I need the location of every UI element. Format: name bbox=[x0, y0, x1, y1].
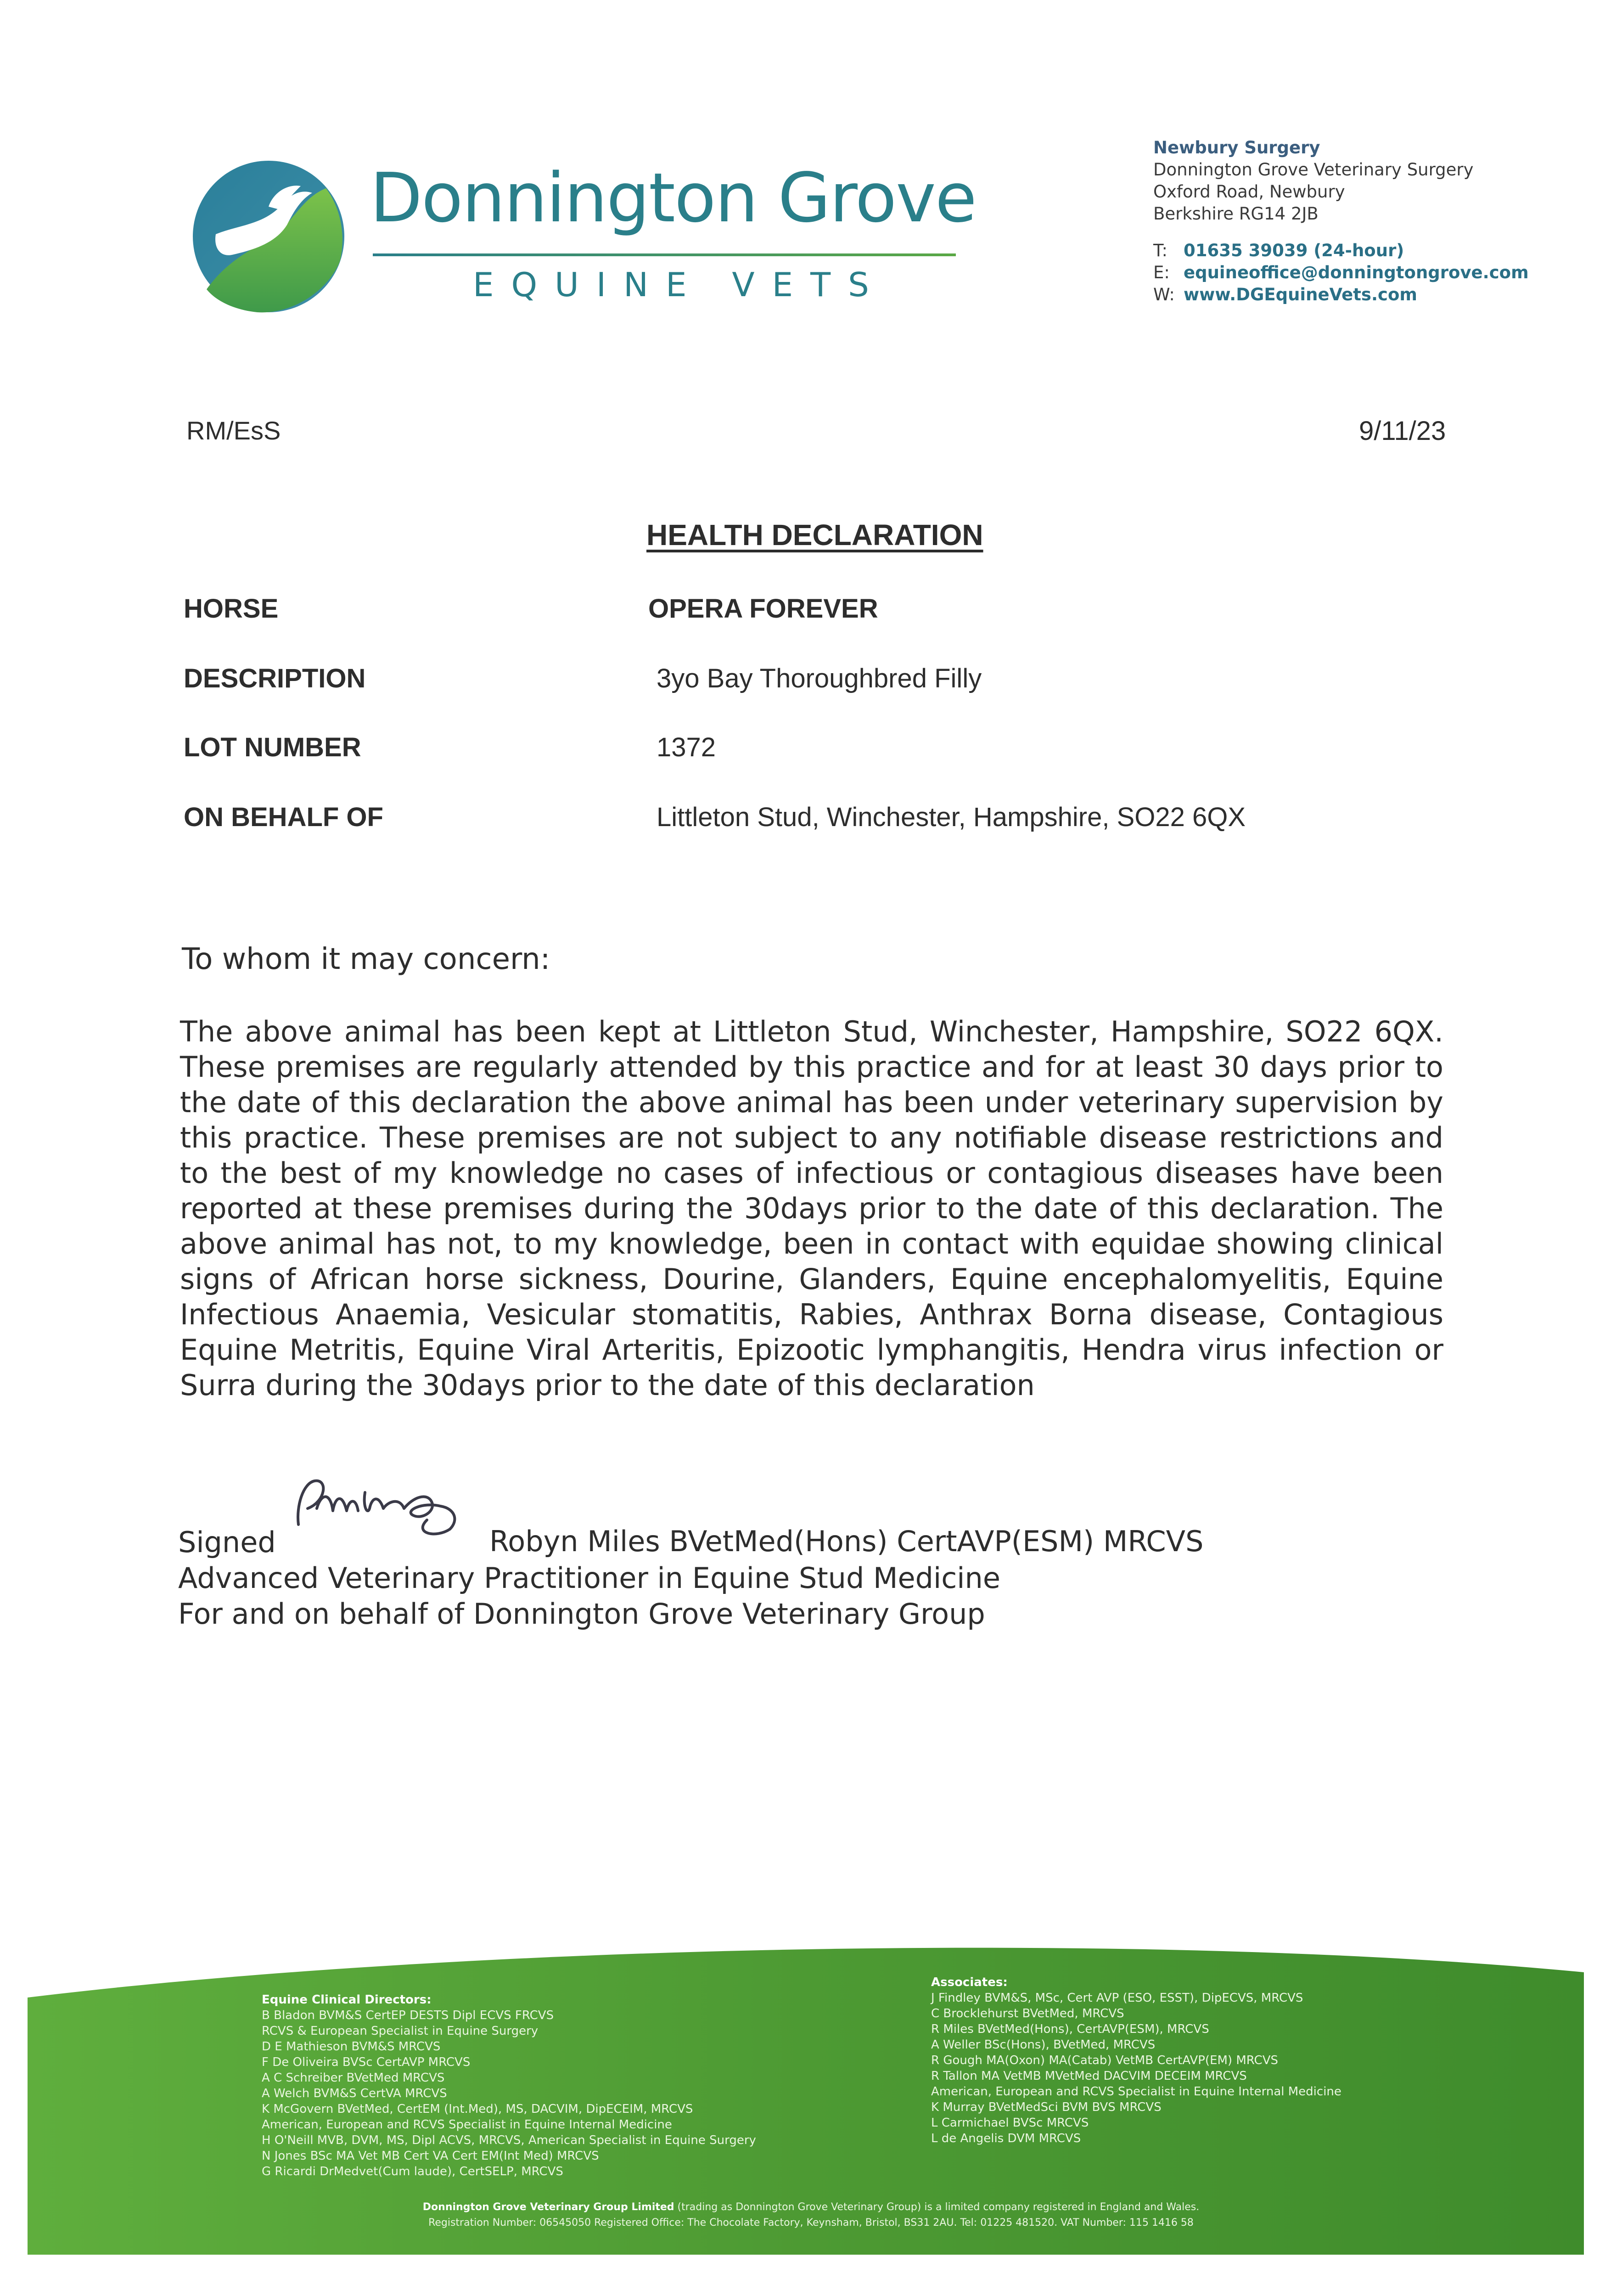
director-line: A Welch BVM&S CertVA MRCVS bbox=[262, 2087, 447, 2100]
signatory-behalf: For and on behalf of Donnington Grove Veterinary Group bbox=[178, 1597, 985, 1631]
company-line-1 bbox=[0, 2200, 1622, 2215]
director-line: A C Schreiber BVetMed MRCVS bbox=[262, 2071, 445, 2085]
reference-code: RM/EsS bbox=[186, 416, 281, 445]
associate-line: L de Angelis DVM MRCVS bbox=[931, 2132, 1081, 2145]
field-value-description: 3yo Bay Thoroughbred Filly bbox=[657, 664, 982, 693]
field-label-description: DESCRIPTION bbox=[184, 664, 366, 693]
signatory-name: Robyn Miles BVetMed(Hons) CertAVP(ESM) MRCVS bbox=[489, 1525, 1204, 1558]
web-line bbox=[1153, 284, 1529, 306]
director-line: D E Mathieson BVM&S MRCVS bbox=[262, 2040, 441, 2054]
director-line: K McGovern BVetMed, CertEM (Int.Med), MS, DACVIM, DipECEIM, MRCVS bbox=[262, 2102, 693, 2116]
footer-company-info bbox=[0, 2200, 1622, 2231]
field-value-horse: OPERA FOREVER bbox=[648, 594, 878, 624]
email-address[interactable]: equineoffice@donningtongrove.com bbox=[1184, 263, 1529, 282]
associate-line: R Tallon MA VetMB MVetMed DACVIM DECEIM MRCVS bbox=[931, 2069, 1247, 2083]
associate-line: J Findley BVM&S, MSc, Cert AVP (ESO, ESST), DipECVS, MRCVS bbox=[931, 1991, 1303, 2005]
associate-line: American, European and RCVS Specialist in Equine Internal Medicine bbox=[931, 2085, 1341, 2099]
document-title: HEALTH DECLARATION bbox=[646, 518, 983, 551]
logo-subtitle: EQUINE VETS bbox=[473, 265, 887, 304]
field-label-horse: HORSE bbox=[184, 594, 279, 624]
associates-heading: Associates: bbox=[931, 1975, 1008, 1989]
associate-line: R Gough MA(Oxon) MA(Catab) VetMB CertAVP(EM) MRCVS bbox=[931, 2054, 1278, 2067]
field-label-lot-number: LOT NUMBER bbox=[184, 732, 361, 762]
director-line: G Ricardi DrMedvet(Cum laude), CertSELP, MRCVS bbox=[262, 2165, 563, 2178]
footer-directors bbox=[262, 1992, 756, 2179]
director-line: N Jones BSc MA Vet MB Cert VA Cert EM(Int Med) MRCVS bbox=[262, 2149, 599, 2163]
associate-line: A Weller BSc(Hons), BVetMed, MRCVS bbox=[931, 2038, 1156, 2052]
footer-associates bbox=[931, 1975, 1341, 2146]
company-name: Donnington Grove Veterinary Group Limited bbox=[422, 2201, 674, 2213]
field-label-on-behalf-of: ON BEHALF OF bbox=[184, 802, 383, 832]
director-line: F De Oliveira BVSc CertAVP MRCVS bbox=[262, 2055, 471, 2069]
directors-heading: Equine Clinical Directors: bbox=[262, 1993, 432, 2007]
company-trading-text: (trading as Donnington Grove Veterinary Group) is a limited company registered in England and Wales. bbox=[674, 2201, 1200, 2213]
email-line bbox=[1153, 262, 1529, 284]
director-line: American, European and RCVS Specialist in Equine Internal Medicine bbox=[262, 2118, 672, 2132]
address-line: Oxford Road, Newbury bbox=[1153, 182, 1345, 202]
associate-line: R Miles BVetMed(Hons), CertAVP(ESM), MRCVS bbox=[931, 2022, 1209, 2036]
director-line: B Bladon BVM&S CertEP DESTS Dipl ECVS FRCVS bbox=[262, 2009, 554, 2022]
associate-line: K Murray BVetMedSci BVM BVS MRCVS bbox=[931, 2100, 1162, 2114]
website-link[interactable]: www.DGEquineVets.com bbox=[1184, 285, 1417, 304]
director-line: RCVS & European Specialist in Equine Surgery bbox=[262, 2024, 539, 2038]
donnington-grove-logo-icon bbox=[188, 156, 349, 317]
associate-line: C Brocklehurst BVetMed, MRCVS bbox=[931, 2007, 1124, 2020]
phone-label: T: bbox=[1153, 241, 1168, 260]
logo-wordmark: Donnington Grove bbox=[370, 158, 976, 237]
field-value-on-behalf-of: Littleton Stud, Winchester, Hampshire, SO22 6QX bbox=[657, 802, 1246, 832]
surgery-name: Newbury Surgery bbox=[1153, 138, 1320, 158]
surgery-address bbox=[1153, 137, 1529, 306]
phone-line bbox=[1153, 240, 1529, 262]
web-label: W: bbox=[1153, 285, 1175, 304]
company-line-2: Registration Number: 06545050 Registered Office: The Chocolate Factory, Keynsham, Bristol, BS31 2AU. Tel: 01225 481520. VAT Number: 115 1416 58 bbox=[428, 2217, 1194, 2228]
letter-date: 9/11/23 bbox=[1359, 416, 1446, 446]
signatory-role: Advanced Veterinary Practitioner in Equine Stud Medicine bbox=[178, 1561, 1000, 1595]
associate-line: L Carmichael BVSc MRCVS bbox=[931, 2116, 1089, 2130]
signed-label: Signed bbox=[178, 1525, 276, 1559]
address-line: Berkshire RG14 2JB bbox=[1153, 204, 1319, 224]
director-line: H O'Neill MVB, DVM, MS, Dipl ACVS, MRCVS, American Specialist in Equine Surgery bbox=[262, 2133, 756, 2147]
logo-divider bbox=[373, 253, 956, 256]
email-label: E: bbox=[1153, 263, 1170, 282]
address-line: Donnington Grove Veterinary Surgery bbox=[1153, 160, 1474, 180]
greeting: To whom it may concern: bbox=[182, 942, 550, 976]
phone-number: 01635 39039 (24-hour) bbox=[1184, 241, 1404, 260]
declaration-body: The above animal has been kept at Littleton Stud, Winchester, Hampshire, SO22 6QX. These premises are regularly attended by this practice and for at least 30 days prior to the date of this declaration the above animal has been under veterinary supervision by this practice. These premises are not subject to any notifiable disease restrictions and to the best of my knowledge no cases of infectious or contagious diseases have been reported at these premises during the 30days prior to the date of this declaration. The above animal has not, to my knowledge, been in contact with equidae showing clinical signs of African horse sickness, Dourine, Glanders, Equine encephalomyelitis, Equine Infectious Anaemia, Vesicular stomatitis, Rabies, Anthrax Borna disease, Contagious Equine Metritis, Equine Viral Arteritis, Epizootic lymphangitis, Hendra virus infection or Surra during the 30days prior to the date of this declaration bbox=[180, 1015, 1443, 1402]
field-value-lot-number: 1372 bbox=[657, 732, 716, 762]
